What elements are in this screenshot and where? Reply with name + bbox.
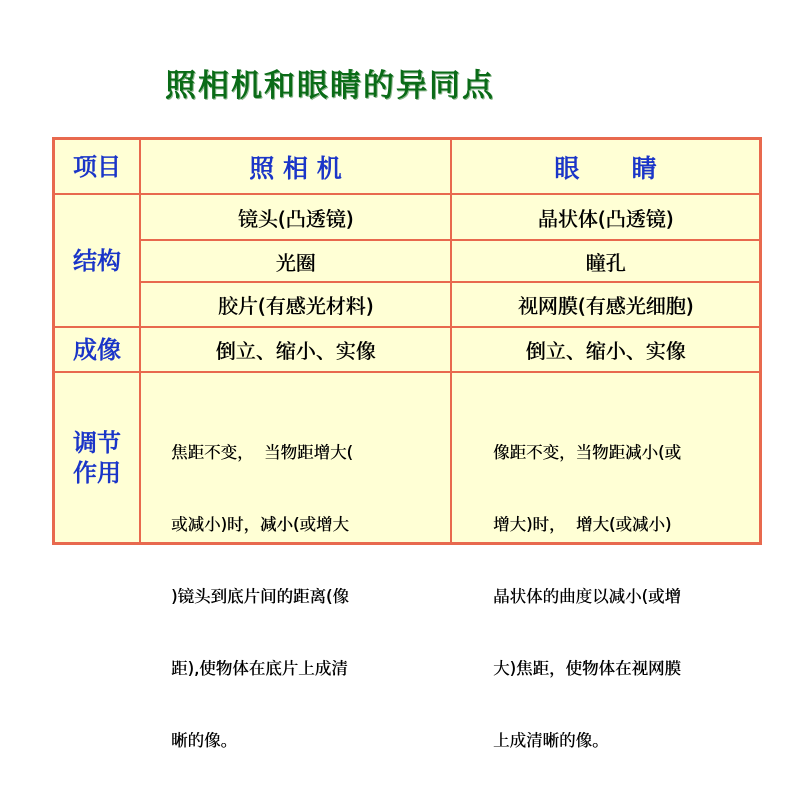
eye-adjust-text [493,393,755,801]
eye-crystalline-lens: 晶状体(凸透镜) [537,206,674,231]
adjust-label-line: 作用 [73,458,121,487]
text-line: 大)焦距，使物体在视网膜 [493,659,681,678]
text-line: 焦距不变， 当物距增大( [171,443,353,462]
text-line: 晰的像。 [171,731,237,750]
camera-lens: 镜头(凸透镜) [237,206,354,231]
comparison-table [52,137,762,750]
grid-line [52,371,762,373]
header-eye: 眼 睛 [554,153,657,183]
eye-retina: 视网膜(有感光细胞) [517,294,694,318]
text-line: 像距不变，当物距减小(或 [493,443,681,462]
camera-imaging: 倒立、缩小、实像 [215,339,376,363]
camera-film: 胶片(有感光材料) [217,294,374,318]
imaging-label: 成像 [73,335,121,364]
adjust-label [55,373,139,542]
eye-pupil: 瞳孔 [585,250,626,275]
text-line: )镜头到底片间的距离(像 [171,587,349,606]
text-line: 晶状体的曲度以减小(或增 [493,587,681,606]
header-item: 项目 [73,152,121,181]
camera-adjust-text [171,393,441,801]
grid-line [759,137,762,545]
adjust-label-line: 调节 [73,428,121,457]
header-camera: 照 相 机 [249,153,342,183]
camera-aperture: 光圈 [275,250,316,275]
text-line: 上成清晰的像。 [493,731,609,750]
eye-imaging: 倒立、缩小、实像 [525,339,686,363]
text-line: 或减小)时，减小(或增大 [171,515,349,534]
text-line: 距),使物体在底片上成清 [171,659,348,678]
page-title: 照相机和眼睛的异同点 [165,68,495,104]
structure-label: 结构 [73,246,121,275]
text-line: 增大)时， 增大(或减小) [493,515,672,534]
